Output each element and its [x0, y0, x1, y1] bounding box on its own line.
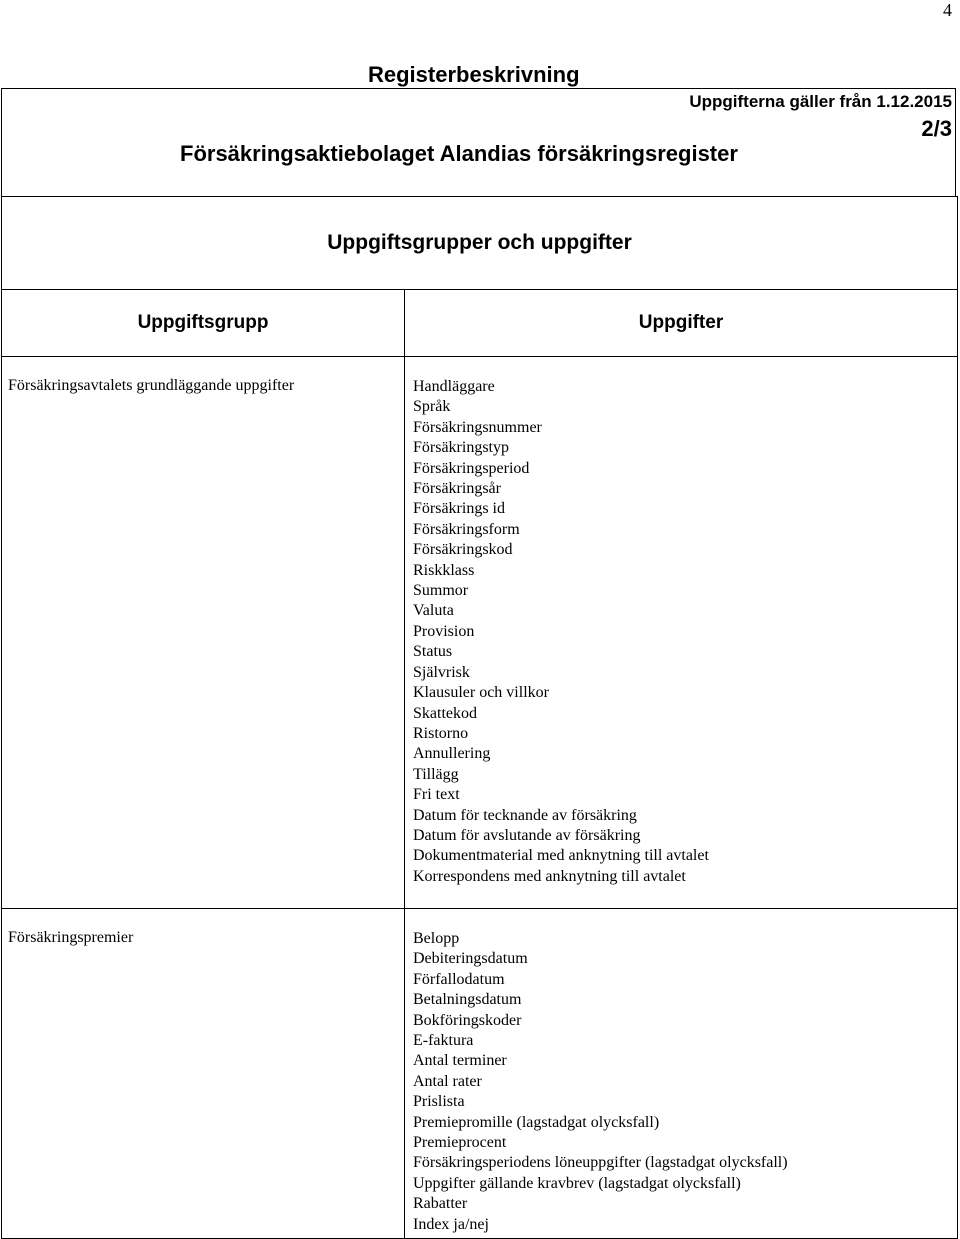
- page-number: 4: [943, 0, 952, 20]
- register-name: Försäkringsaktiebolaget Alandias försäkringsregister: [180, 141, 738, 166]
- list-item: Riskklass: [413, 561, 475, 579]
- list-item: Rabatter: [413, 1195, 468, 1213]
- list-item: Klausuler och villkor: [413, 684, 549, 702]
- list-item: Betalningsdatum: [413, 991, 522, 1009]
- document-title: Registerbeskrivning: [368, 62, 580, 87]
- validity-date: Uppgifterna gäller från 1.12.2015: [689, 92, 952, 111]
- list-item: Skattekod: [413, 704, 477, 722]
- list-item: E-faktura: [413, 1032, 474, 1050]
- list-item: Självrisk: [413, 663, 470, 681]
- list-item: Status: [413, 643, 453, 661]
- list-item: Index ja/nej: [413, 1215, 489, 1233]
- list-item: Bokföringskoder: [413, 1011, 522, 1029]
- list-item: Uppgifter gällande kravbrev (lagstadgat olycksfall): [413, 1174, 741, 1192]
- list-item: Debiteringsdatum: [413, 950, 528, 968]
- column-header-row: [2, 290, 958, 357]
- list-item: Antal rater: [413, 1072, 482, 1090]
- list-item: Försäkringsår: [413, 480, 501, 498]
- list-item: Dokumentmaterial med anknytning till avtalet: [413, 847, 709, 865]
- section-title-row: [2, 197, 958, 290]
- items-list: [405, 357, 958, 909]
- column-header-group: Uppgiftsgrupp: [2, 290, 405, 357]
- list-item: Försäkringstyp: [413, 439, 509, 457]
- list-item: Summor: [413, 582, 469, 600]
- group-name: Försäkringsavtalets grundläggande uppgifter: [2, 357, 405, 909]
- list-item: Språk: [413, 398, 451, 416]
- column-header-items: Uppgifter: [405, 290, 958, 357]
- table-row: [2, 357, 958, 909]
- group-name: Försäkringspremier: [2, 909, 405, 1239]
- list-item: Premieprocent: [413, 1134, 507, 1152]
- list-item: Försäkringsnummer: [413, 418, 542, 436]
- list-item: Annullering: [413, 745, 491, 763]
- list-item: Korrespondens med anknytning till avtalet: [413, 867, 686, 885]
- list-item: Försäkringsperiod: [413, 459, 530, 477]
- list-item: Fri text: [413, 786, 460, 804]
- list-item: Förfallodatum: [413, 970, 505, 988]
- list-item: Försäkringsform: [413, 520, 520, 538]
- list-item: Försäkringsperiodens löneuppgifter (lagstadgat olycksfall): [413, 1154, 788, 1172]
- page-fraction: 2/3: [921, 116, 952, 141]
- list-item: Valuta: [413, 602, 454, 620]
- list-item: Prislista: [413, 1093, 465, 1111]
- data-groups-table: [1, 196, 958, 1239]
- list-item: Belopp: [413, 930, 460, 947]
- list-item: Datum för tecknande av försäkring: [413, 806, 637, 824]
- list-item: Antal terminer: [413, 1052, 507, 1070]
- list-item: Premiepromille (lagstadgat olycksfall): [413, 1113, 660, 1131]
- list-item: Handläggare: [413, 378, 495, 395]
- items-list: [405, 909, 958, 1239]
- list-item: Datum för avslutande av försäkring: [413, 826, 641, 844]
- list-item: Försäkrings id: [413, 500, 505, 518]
- list-item: Tillägg: [413, 765, 459, 783]
- section-title: Uppgiftsgrupper och uppgifter: [2, 197, 958, 290]
- table-row: [2, 909, 958, 1239]
- list-item: Försäkringskod: [413, 541, 513, 559]
- list-item: Provision: [413, 622, 475, 640]
- list-item: Ristorno: [413, 724, 469, 742]
